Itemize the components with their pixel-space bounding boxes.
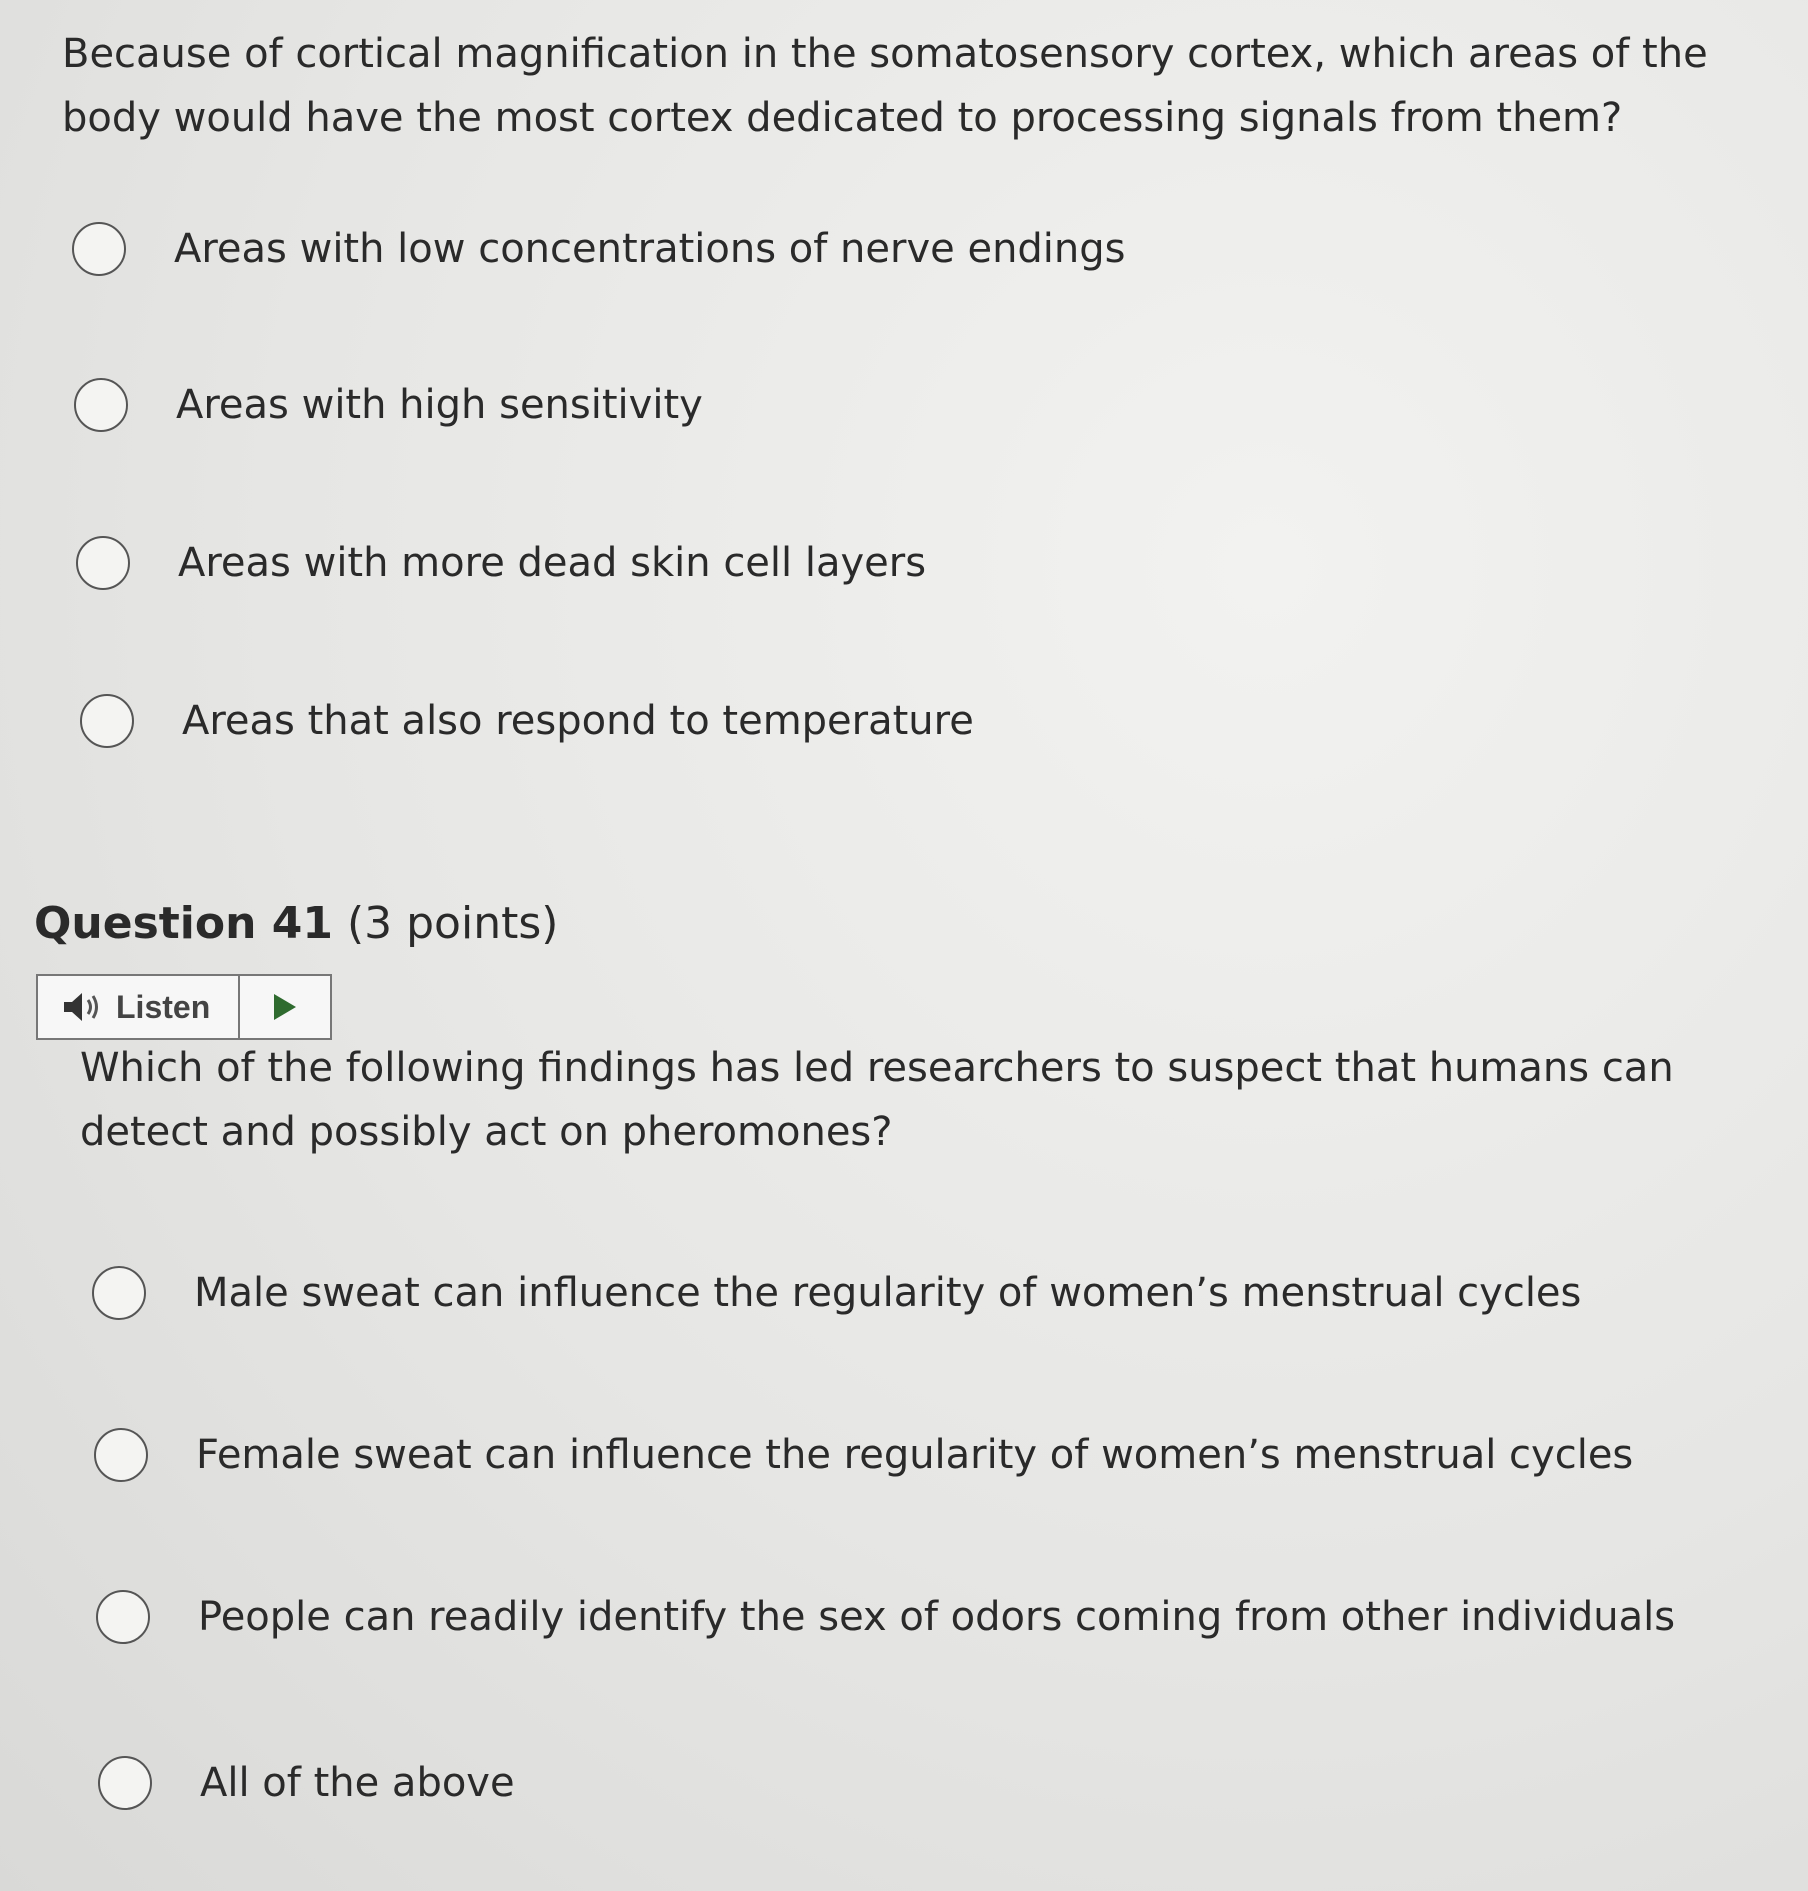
play-icon: [272, 992, 298, 1022]
listen-button[interactable]: [38, 976, 240, 1038]
question-41-option-4[interactable]: [98, 1756, 515, 1810]
question-41-header: [34, 898, 558, 949]
question-40-option-3[interactable]: [76, 536, 926, 590]
play-button[interactable]: [240, 976, 330, 1038]
listen-label: Listen: [116, 988, 211, 1025]
option-label: People can readily identify the sex of odors coming from other individuals: [198, 1594, 1676, 1640]
radio-button[interactable]: [80, 694, 134, 748]
question-points: (3 points): [346, 898, 559, 949]
option-label: Male sweat can influence the regularity of women’s menstrual cycles: [194, 1270, 1582, 1316]
question-40-option-1[interactable]: [72, 222, 1126, 276]
question-41-option-1[interactable]: [92, 1266, 1581, 1320]
question-41-option-2[interactable]: [94, 1428, 1633, 1482]
option-label: Female sweat can influence the regularity of women’s menstrual cycles: [196, 1432, 1634, 1478]
option-label: Areas with low concentrations of nerve endings: [174, 226, 1126, 272]
radio-button[interactable]: [92, 1266, 146, 1320]
question-41-text: Which of the following findings has led researchers to suspect that humans can detect and possibly act on pheromones?: [80, 1045, 1674, 1155]
question-40-option-2[interactable]: [74, 378, 703, 432]
question-40-text: Because of cortical magnification in the somatosensory cortex, which areas of the body would have the most cortex dedicated to processing signals from them?: [62, 31, 1708, 141]
radio-button[interactable]: [96, 1590, 150, 1644]
radio-button[interactable]: [76, 536, 130, 590]
speaker-icon: [62, 990, 106, 1024]
radio-button[interactable]: [98, 1756, 152, 1810]
question-40-option-4[interactable]: [80, 694, 974, 748]
radio-button[interactable]: [94, 1428, 148, 1482]
question-41-option-3[interactable]: [96, 1590, 1675, 1644]
radio-button[interactable]: [72, 222, 126, 276]
question-number: Question 41: [34, 898, 333, 949]
listen-widget: [36, 974, 332, 1040]
option-label: All of the above: [200, 1760, 515, 1806]
option-label: Areas with high sensitivity: [176, 382, 703, 428]
radio-button[interactable]: [74, 378, 128, 432]
option-label: Areas with more dead skin cell layers: [178, 540, 927, 586]
option-label: Areas that also respond to temperature: [182, 698, 974, 744]
